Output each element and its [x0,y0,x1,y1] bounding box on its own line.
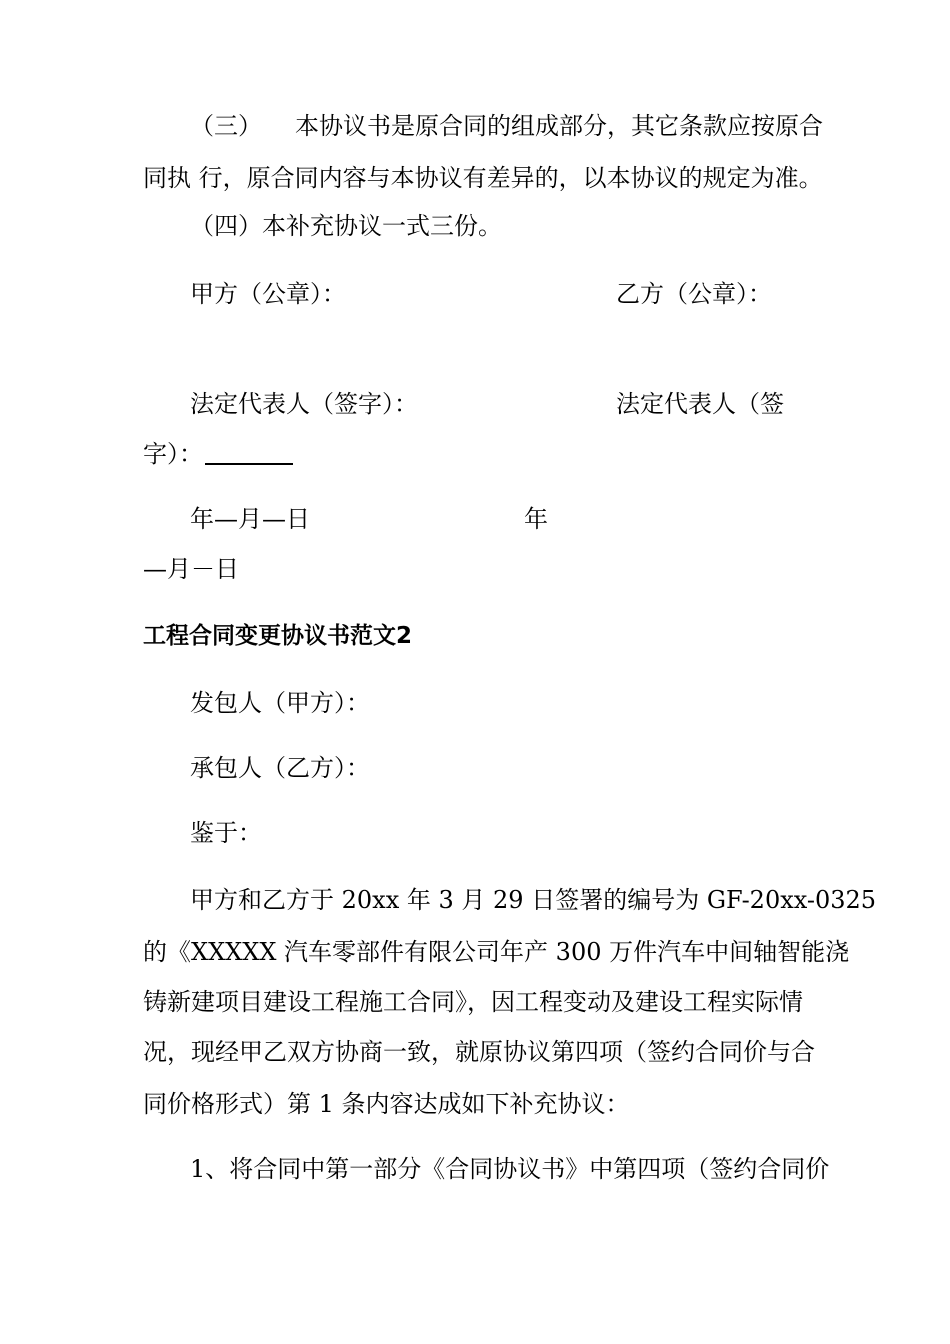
party-b-representative-suffix: 字）： [143,440,203,468]
paragraph-4: （四）本补充协议一式三份。 [190,212,502,240]
body-line-1: 甲方和乙方于 20xx 年 3 月 29 日签署的编号为 GF-20xx-0325 [190,886,877,914]
body-line-5: 同价格形式）第 1 条内容达成如下补充协议： [143,1090,630,1118]
body-line-2: 的《XXXXX 汽车零部件有限公司年产 300 万件汽车中间轴智能浇 [143,938,850,966]
body-line-4: 况，现经甲乙双方协商一致，就原协议第四项（签约合同价与合 [143,1038,815,1066]
party-a-date: 年—月—日 [190,505,310,533]
item-1: 1、将合同中第一部分《合同协议书》中第四项（签约合同价 [190,1155,830,1183]
paragraph-3-line-2: 同执 行，原合同内容与本协议有差异的，以本协议的规定为准。 [143,164,823,192]
employer-line: 发包人（甲方）： [190,689,370,717]
party-b-seal: 乙方（公章）： [616,280,772,308]
paragraph-3-label: （三） [190,112,262,140]
contractor-line: 承包人（乙方）： [190,754,370,782]
paragraph-3-line-1: 本协议书是原合同的组成部分，其它条款应按原合 [295,112,823,140]
party-b-date-rest: —月－日 [143,555,239,583]
body-line-3: 铸新建项目建设工程施工合同》，因工程变动及建设工程实际情 [143,988,803,1016]
party-b-representative: 法定代表人（签 [616,390,784,418]
section-title: 工程合同变更协议书范文2 [143,623,413,649]
party-a-representative: 法定代表人（签字）： [190,390,418,418]
party-b-representative-cont [143,439,293,469]
party-a-seal: 甲方（公章）： [190,280,346,308]
whereas-line: 鉴于： [190,819,262,847]
signature-blank-line [205,439,293,465]
party-b-date-year: 年 [524,505,548,533]
